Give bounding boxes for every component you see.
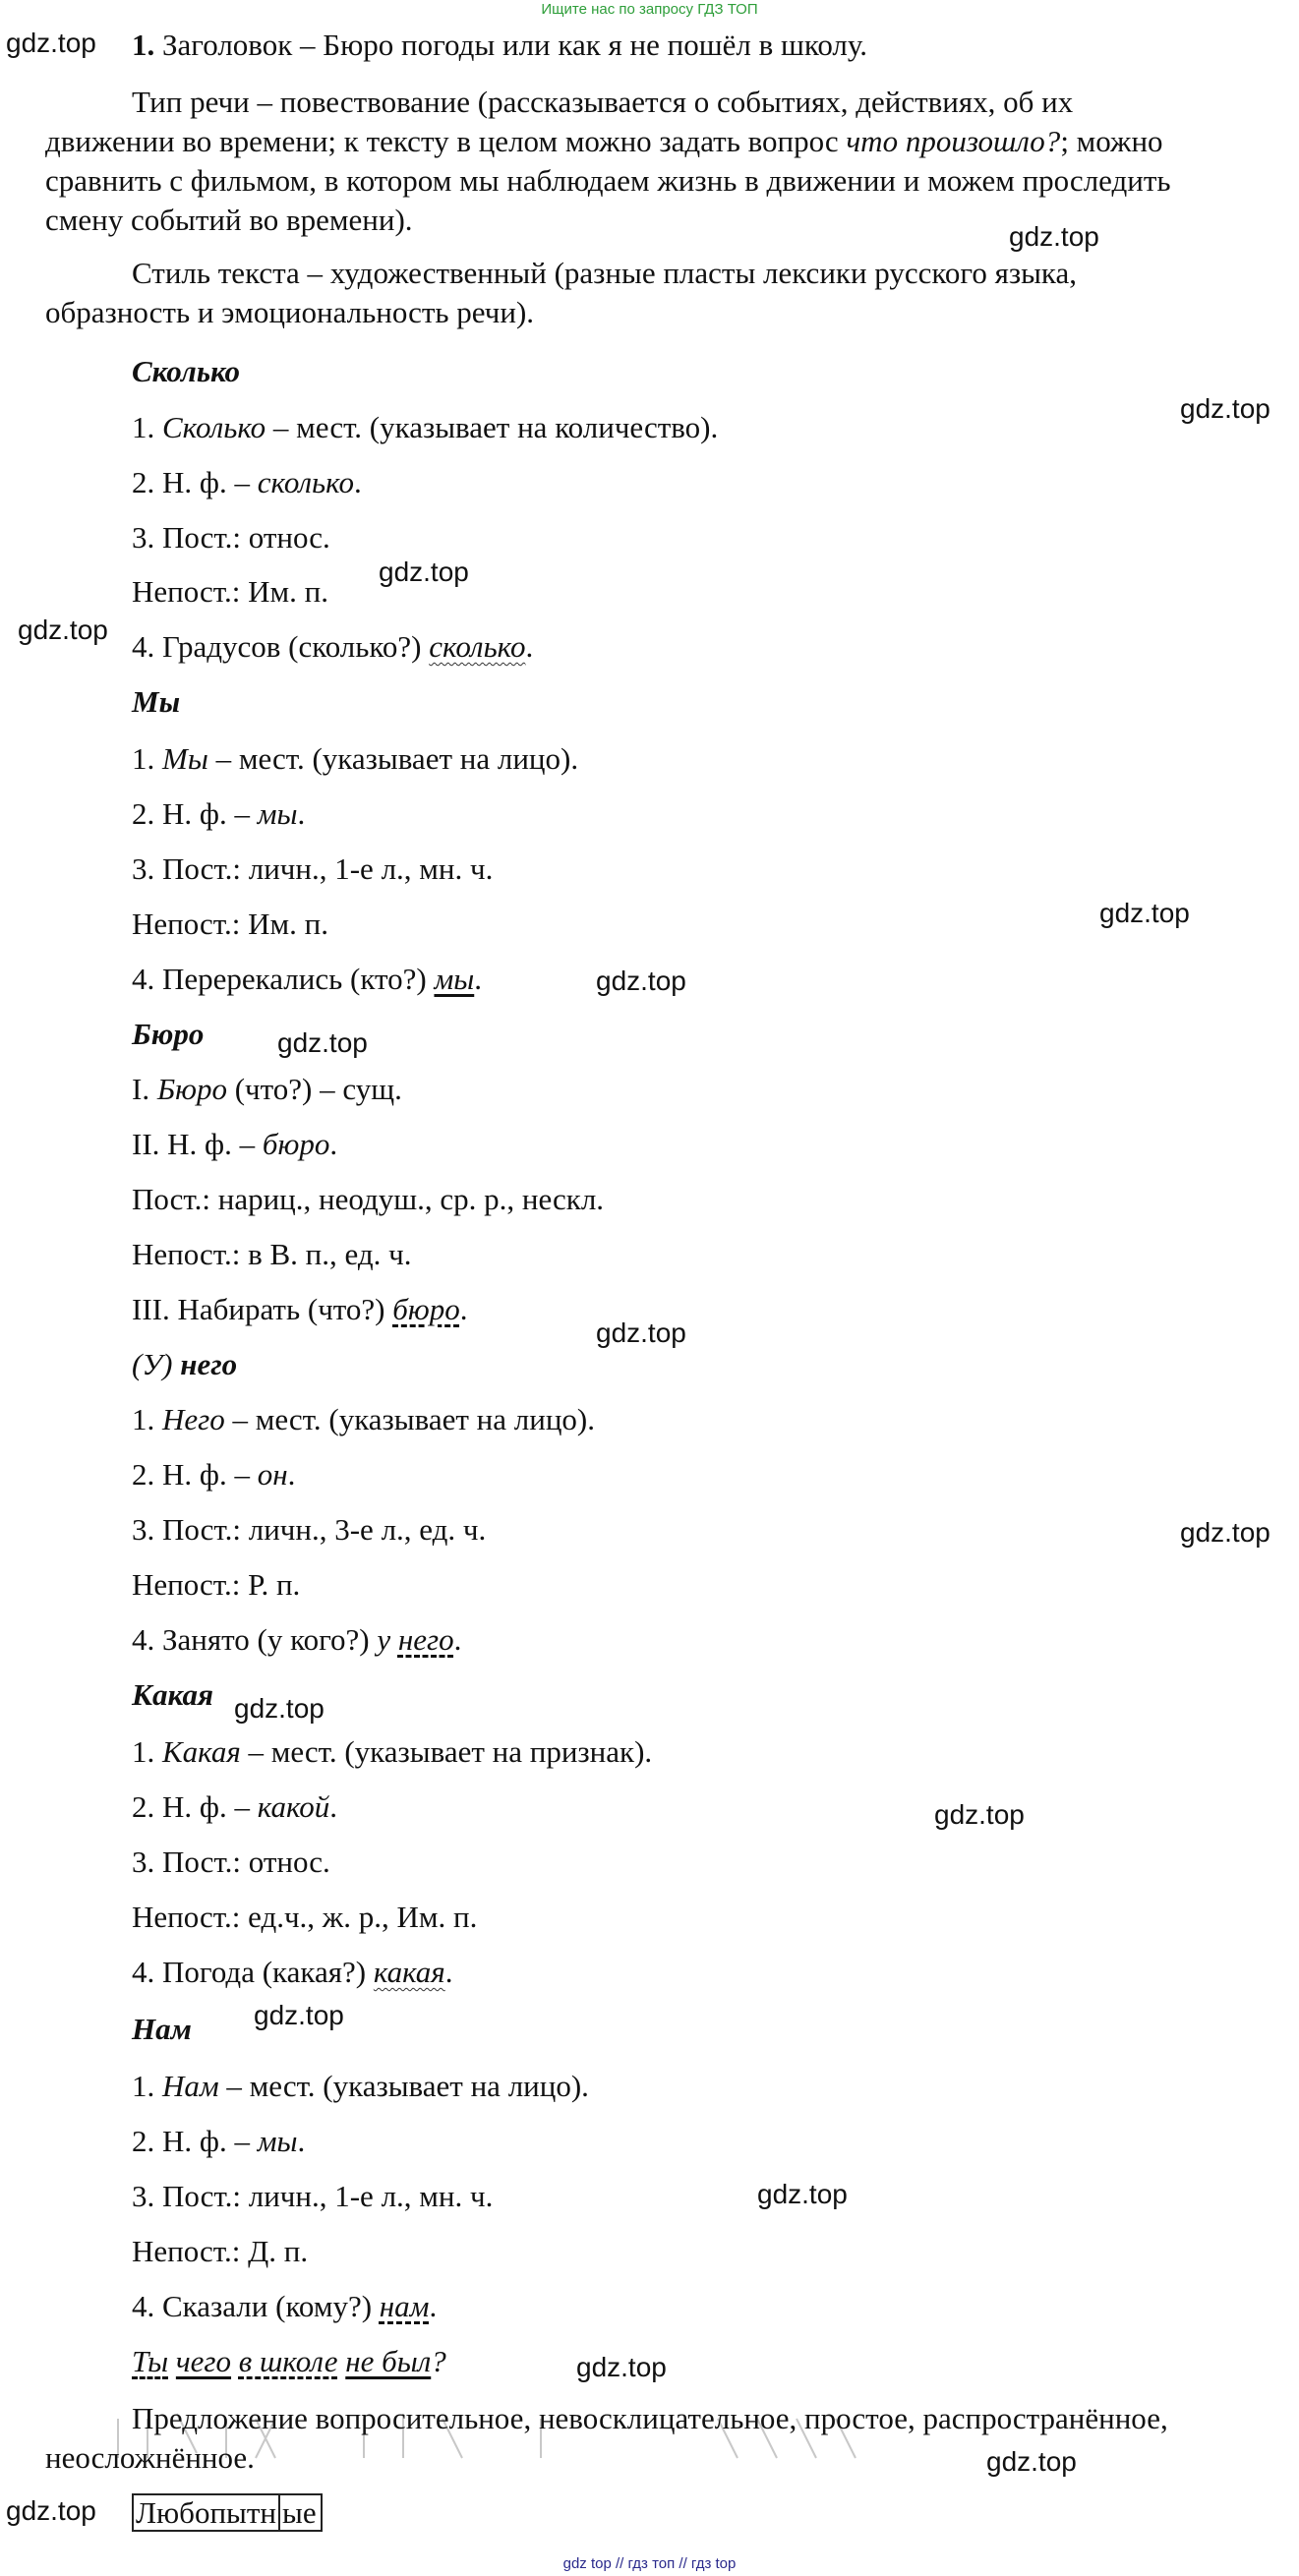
buro-line-1: I. Бюро (что?) – сущ. [132,1072,402,1106]
buro-line-4: Непост.: в В. п., ед. ч. [132,1237,412,1271]
top-banner: Ищите нас по запросу ГДЗ ТОП [541,1,758,18]
watermark: gdz.top [596,966,686,996]
nam-line-2: 2. Н. ф. – мы. [132,2124,306,2158]
sentence-predicate: не был [345,2344,432,2378]
heading-my: Мы [132,684,181,719]
watermark: gdz.top [277,1027,368,1058]
nam-line-1: 1. Нам – мест. (указывает на лицо). [132,2069,589,2103]
nego-line-5: 4. Занято (у кого?) у него. [132,1622,462,1657]
watermark: gdz.top [254,2000,344,2030]
skolko-line-2: 2. Н. ф. – сколько. [132,465,362,499]
nego-line-2: 2. Н. ф. – он. [132,1457,296,1492]
sentence-description: Предложение вопросительное, невосклицательное, простое, распространённое, неосложнённое. [45,2401,1168,2475]
nego-line-4: Непост.: Р. п. [132,1567,301,1602]
kakaya-line-3: 3. Пост.: относ. [132,1844,330,1879]
watermark: gdz.top [596,1317,686,1348]
watermark: gdz.top [576,2352,667,2382]
heading-nego: (У) него [132,1347,238,1381]
skolko-line-5: 4. Градусов (сколько?) сколько. [132,629,534,664]
sentence-object: чего [175,2344,232,2378]
heading-nam: Нам [132,2012,192,2046]
my-line-3: 3. Пост.: личн., 1-е л., мн. ч. [132,851,494,886]
sentence-subject: Ты [132,2344,169,2378]
heading-buro: Бюро [132,1017,205,1051]
watermark: gdz.top [6,28,96,58]
type-question: что произошло? [846,124,1061,158]
my-line-2: 2. Н. ф. – мы. [132,796,306,831]
style-paragraph: Стиль текста – художественный (разные пласты лексики русского языка, образность и эмоциональность речи). [45,256,1078,329]
sentence-adverbial: в школе [238,2344,338,2378]
boxed-word [132,2493,323,2533]
bottom-banner: gdz top // гдз топ // гдз top [562,2555,737,2572]
watermark: gdz.top [1099,898,1190,928]
kakaya-line-1: 1. Какая – мест. (указывает на признак). [132,1734,653,1769]
watermark: gdz.top [1009,221,1099,252]
skolko-line-4: Непост.: Им. п. [132,574,328,609]
analyzed-sentence: Ты чего в школе не был? [132,2344,446,2378]
nam-line-4: Непост.: Д. п. [132,2234,309,2268]
nam-line-3: 3. Пост.: личн., 1-е л., мн. ч. [132,2179,494,2213]
type-paragraph [45,83,1186,240]
my-line-5: 4. Перерекались (кто?) мы. [132,962,482,996]
title-line [132,26,867,65]
word-stem-arc: Любопытн [132,2493,278,2532]
word-ending-box: ые [278,2493,323,2532]
watermark: gdz.top [986,2446,1077,2477]
watermark: gdz.top [379,556,469,587]
skolko-line-3: 3. Пост.: относ. [132,520,330,555]
watermark: gdz.top [6,2495,96,2526]
type-text-a: Тип речи – повествование (рассказывается о событиях, действиях, об их движении во времени; к тексту в целом можно задать вопрос [45,85,1074,158]
buro-line-3: Пост.: нариц., неодуш., ср. р., нескл. [132,1182,605,1216]
watermark: gdz.top [757,2179,848,2209]
title-number: 1. [132,28,155,62]
buro-line-5: III. Набирать (что?) бюро. [132,1292,468,1326]
title-text: Заголовок – Бюро погоды или как я не пошёл в школу. [162,28,868,62]
watermark: gdz.top [18,615,108,645]
watermark: gdz.top [934,1799,1025,1830]
watermark: gdz.top [1180,1517,1270,1548]
kakaya-line-2: 2. Н. ф. – какой. [132,1789,338,1824]
skolko-line-1: 1. Сколько – мест. (указывает на количество). [132,410,719,444]
my-line-1: 1. Мы – мест. (указывает на лицо). [132,741,579,776]
heading-skolko: Сколько [132,354,241,388]
my-line-4: Непост.: Им. п. [132,907,328,941]
kakaya-line-4: Непост.: ед.ч., ж. р., Им. п. [132,1900,478,1934]
buro-line-2: II. Н. ф. – бюро. [132,1127,338,1161]
nego-line-3: 3. Пост.: личн., 3-е л., ед. ч. [132,1512,487,1547]
type-text-b: ; можно сравнить с фильмом, в котором мы наблюдаем жизнь в движении и можем проследить смену событий во времени). [45,124,1171,237]
nego-line-1: 1. Него – мест. (указывает на лицо). [132,1402,595,1436]
nam-line-5: 4. Сказали (кому?) нам. [132,2289,438,2323]
watermark: gdz.top [1180,393,1270,424]
kakaya-line-5: 4. Погода (какая?) какая. [132,1955,453,1989]
heading-kakaya: Какая [132,1677,213,1712]
watermark: gdz.top [234,1693,325,1724]
